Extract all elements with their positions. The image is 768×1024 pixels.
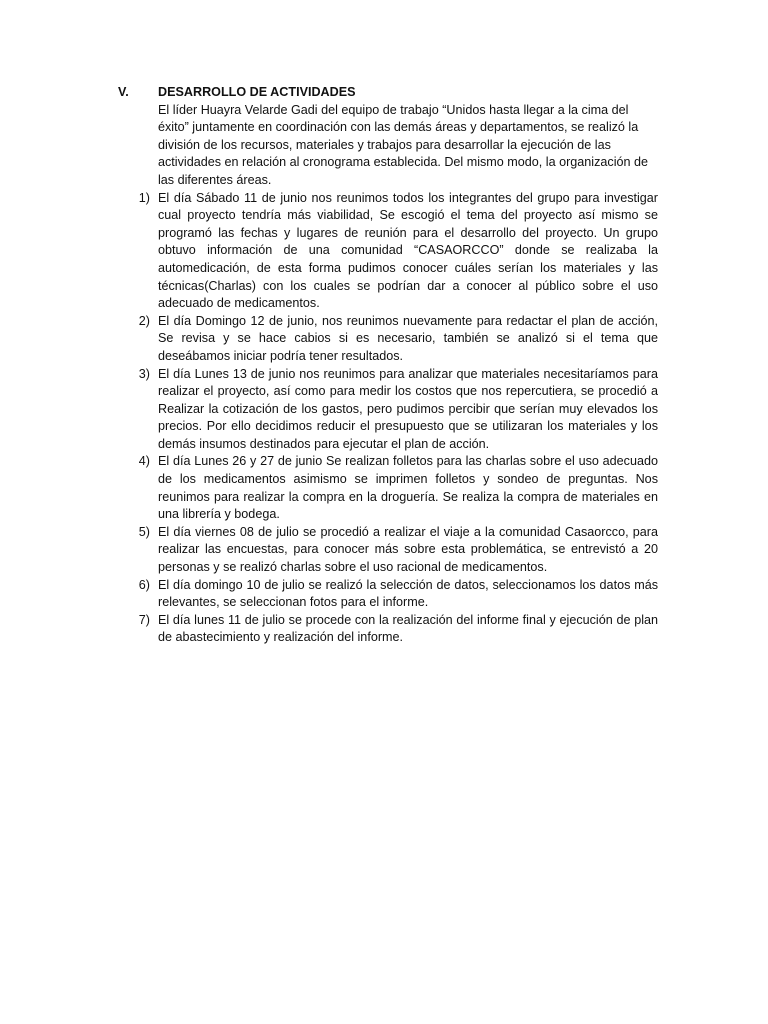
list-item-number: 1) (138, 190, 150, 205)
list-item (118, 190, 658, 313)
list-item-text: El día viernes 08 de julio se procedió a realizar el viaje a la comunidad Casaorcco, para realizar las encuestas, para conocer más sobre esta problemática, se entrevistó a 20 personas y se realizó charlas sobre el uso racional de medicamentos. (158, 524, 658, 575)
list-item-text: El día Domingo 12 de junio, nos reunimos nuevamente para redactar el plan de acción, Se revisa y se hace cabios si es necesario, también se analizó si el tema que deseábamos iniciar podría tener resultados. (158, 313, 658, 363)
list-item-number: 4) (138, 454, 150, 469)
list-item-text: El día domingo 10 de julio se realizó la selección de datos, seleccionamos los datos más relevantes, se seleccionan fotos para el informe. (158, 577, 658, 610)
list-item-number: 7) (138, 612, 150, 627)
list-item (118, 612, 658, 647)
section-title: DESARROLLO DE ACTIVIDADES (158, 85, 356, 99)
section-number: V. (118, 85, 129, 99)
list-item-text: El día Sábado 11 de junio nos reunimos todos los integrantes del grupo para investigar cual proyecto tendría más viabilidad, Se escogió el tema del proyecto así mismo se programó las fechas y lugares de reunión para el desarrollo del proyecto. Un grupo obtuvo información de una comunidad “CASAORCCO” donde se realizaba la automedicación, de esta forma pudimos conocer cuáles serían los materiales y las técnicas(Charlas) con los cuales se podrían dar a conocer al público sobre el uso adecuado de medicamentos. (158, 190, 658, 311)
list-item-text: El día lunes 11 de julio se procede con la realización del informe final y ejecución de plan de abastecimiento y realización del informe. (158, 612, 658, 645)
list-item-text: El día Lunes 26 y 27 de junio Se realizan folletos para las charlas sobre el uso adecuado de los medicamentos asimismo se imprimen folletos y sondeo de preguntas. Nos reunimos para realizar la compra en la droguería. Se realiza la compra de materiales en una librería y bodega. (158, 454, 658, 522)
list-item-number: 6) (138, 577, 150, 592)
list-item-number: 3) (138, 366, 150, 381)
activity-list (118, 190, 658, 647)
list-item (118, 577, 658, 612)
section-heading (118, 84, 658, 102)
list-item (118, 313, 658, 366)
section-intro-paragraph: El líder Huayra Velarde Gadi del equipo de trabajo “Unidos hasta llegar a la cima del éxito” juntamente en coordinación con las demás áreas y departamentos, se realizó la división de los recursos, materiales y trabajos para desarrollar la ejecución de las actividades en relación al cronograma establecida. Del mismo modo, la organización de las diferentes áreas. (158, 102, 649, 187)
list-item-number: 2) (138, 313, 150, 328)
list-item (118, 366, 658, 454)
list-item-number: 5) (138, 524, 150, 539)
list-item-text: El día Lunes 13 de junio nos reunimos para analizar que materiales necesitaríamos para realizar el proyecto, así como para medir los costos que nos repercutiera, se procedió a Realizar la cotización de los gastos, pero pudimos percibir que serían muy elevados los precios. Por ello decidimos reducir el presupuesto que se utilizaran los materiales y los demás insumos destinados para ejecutar el plan de acción. (158, 366, 658, 451)
list-item (118, 453, 658, 523)
document-content (118, 84, 658, 647)
list-item (118, 524, 658, 577)
